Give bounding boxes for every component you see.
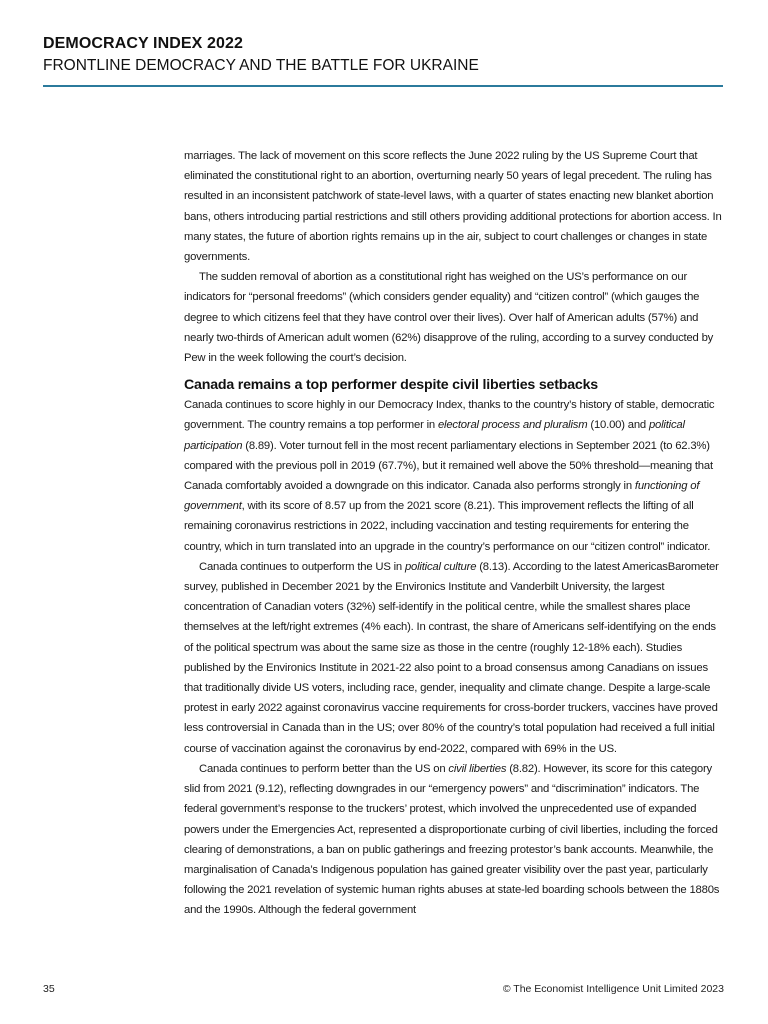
- paragraph-2: The sudden removal of abortion as a constitutional right has weighed on the US’s performance on our indicators for “personal freedoms” (which considers gender equality) and “citizen control” (which gauges the degree to which citizens feel that they have control over their lives). Over half of American adults (57%) and nearly two-thirds of American adult women (62%) disapprove of the ruling, according to a survey conducted by Pew in the week following the court’s decision.: [184, 271, 714, 365]
- report-title: DEMOCRACY INDEX 2022: [43, 35, 243, 52]
- emphasis-electoral-process: electoral process and pluralism: [437, 419, 588, 432]
- emphasis-functioning-of-government: functioning of government: [184, 480, 700, 513]
- emphasis-political-participation: political participation: [184, 419, 685, 452]
- section-heading: Canada remains a top performer despite civil liberties setbacks: [184, 377, 598, 394]
- page-header: [43, 33, 723, 77]
- page-number: 35: [43, 983, 55, 995]
- paragraph-4: Canada continues to outperform the US in political culture (8.13). According to the latest AmericasBarometer survey, published in December 2021 by the Environics Institute and Vanderbilt University, the largest concentration of Canadian voters (32%) self-identify in the political centre, while the smallest shares place themselves at the left/right extremes (4% each). In contrast, the share of Americans self-identifying on the ends of the political spectrum was about the same size as those in the centre (roughly 12-18% each). Studies published by the Environics Institute in 2021-22 also point to a broad consensus among Canadians on issues that traditionally divide US voters, including race, gender, inequality and climate change. Despite a large-scale protest in early 2022 against coronavirus vaccine requirements for cross-border truckers, vaccines have proved less controversial in Canada than in the US; over 80% of the country’s total population had received a full initial course of vaccination against the coronavirus by end-2022, compared with 69% in the US.: [184, 560, 719, 755]
- report-subtitle: FRONTLINE DEMOCRACY AND THE BATTLE FOR UKRAINE: [43, 57, 479, 74]
- header-divider: [43, 85, 723, 87]
- copyright-notice: © The Economist Intelligence Unit Limited 2023: [502, 983, 724, 995]
- emphasis-political-culture: political culture: [404, 560, 477, 573]
- emphasis-civil-liberties: civil liberties: [448, 762, 507, 775]
- paragraph-5: Canada continues to perform better than the US on civil liberties (8.82). However, its score for this category slid from 2021 (9.12), reflecting downgrades in our “emergency powers” and “discrimination” indicators. The federal government’s response to the truckers’ protest, which involved the unprecedented use of expanded powers under the Emergencies Act, represented a disproportionate curbing of civil liberties, including the forced clearing of demonstrations, a ban on public gatherings and freezing protestor’s bank accounts. Meanwhile, the marginalisation of Canada’s Indigenous population has gained greater visibility over the past year, particularly following the 2021 revelation of systemic human rights abuses at state-led boarding schools between the 1880s and the 1990s. Although the federal government: [184, 762, 720, 917]
- paragraph-3: Canada continues to score highly in our Democracy Index, thanks to the country’s history of stable, democratic government. The country remains a top performer in electoral process and pluralism (10.00) and political participation (8.89). Voter turnout fell in the most recent parliamentary elections in September 2021 (to 62.3%) compared with the previous poll in 2019 (67.7%), but it remained well above the 50% threshold—meaning that Canada comfortably avoided a downgrade on this indicator. Canada also performs strongly in functioning of government, with its score of 8.57 up from the 2021 score (8.21). This improvement reflects the lifting of all remaining coronavirus restrictions in 2022, including vaccination and testing requirements for entering the country, which in turn translated into an upgrade in the country’s performance on our “citizen control” indicator.: [184, 399, 715, 553]
- paragraph-1: marriages. The lack of movement on this score reflects the June 2022 ruling by the US Supreme Court that eliminated the constitutional right to an abortion, overturning nearly 50 years of legal precedent. The ruling has resulted in an inconsistent patchwork of state-level laws, with a quarter of states enacting new blanket abortion bans, others introducing partial restrictions and still others providing additional protections for abortion access. In many states, the future of abortion rights remains up in the air, subject to court challenges or changes in state governments.: [184, 150, 722, 264]
- article-body: [184, 146, 724, 921]
